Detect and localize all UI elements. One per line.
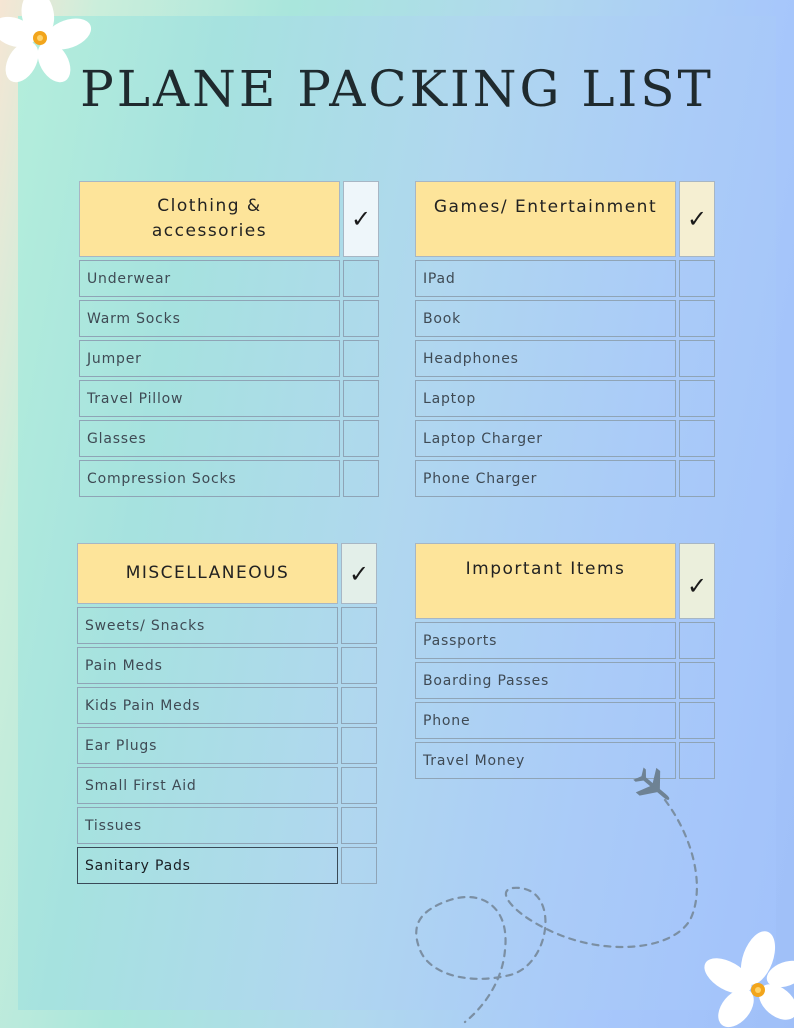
section-clothing [79, 181, 379, 497]
item-label: Travel Money [415, 742, 676, 779]
checkbox[interactable] [679, 622, 715, 659]
list-item [77, 647, 377, 684]
checkbox[interactable] [679, 460, 715, 497]
section-header-label: Clothing & accessories [151, 196, 268, 241]
section-header-row [79, 181, 379, 257]
item-label: Glasses [79, 420, 340, 457]
item-label: Tissues [77, 807, 338, 844]
checkbox[interactable] [343, 380, 379, 417]
item-label: Headphones [415, 340, 676, 377]
list-item [77, 767, 377, 804]
item-label: Sweets/ Snacks [77, 607, 338, 644]
checkbox[interactable] [343, 300, 379, 337]
item-label: Book [415, 300, 676, 337]
section-important-items [415, 543, 715, 779]
item-label: Phone [415, 702, 676, 739]
checkbox[interactable] [343, 420, 379, 457]
item-label: Sanitary Pads [77, 847, 338, 884]
list-item [415, 622, 715, 659]
checkbox[interactable] [679, 380, 715, 417]
list-item [415, 662, 715, 699]
item-label: Warm Socks [79, 300, 340, 337]
checkmark-icon: ✓ [343, 181, 379, 257]
checkmark-icon: ✓ [679, 181, 715, 257]
list-item [415, 340, 715, 377]
list-item [77, 847, 377, 884]
item-label: Pain Meds [77, 647, 338, 684]
section-games [415, 181, 715, 497]
list-item [77, 727, 377, 764]
item-label: Small First Aid [77, 767, 338, 804]
item-label: Travel Pillow [79, 380, 340, 417]
section-header-row [415, 181, 715, 257]
section-header-games [415, 181, 676, 257]
item-label: Ear Plugs [77, 727, 338, 764]
checkbox[interactable] [679, 420, 715, 457]
checkbox[interactable] [679, 662, 715, 699]
checkmark-icon: ✓ [341, 543, 377, 604]
list-item [79, 460, 379, 497]
section-header-miscellaneous [77, 543, 338, 604]
checkbox[interactable] [341, 647, 377, 684]
section-header-important [415, 543, 676, 619]
list-item [415, 460, 715, 497]
list-item [79, 420, 379, 457]
section-header-label: Games/ Entertainment [433, 197, 658, 217]
item-label: Laptop [415, 380, 676, 417]
section-header-row [77, 543, 377, 604]
checkbox[interactable] [679, 300, 715, 337]
item-label: Laptop Charger [415, 420, 676, 457]
checkbox[interactable] [341, 607, 377, 644]
item-label: Kids Pain Meds [77, 687, 338, 724]
checkbox[interactable] [341, 807, 377, 844]
list-item [79, 340, 379, 377]
list-item [77, 607, 377, 644]
page-title: PLANE PACKING LIST [80, 60, 714, 118]
item-label: Compression Socks [79, 460, 340, 497]
item-label: Boarding Passes [415, 662, 676, 699]
list-item [415, 380, 715, 417]
list-item [415, 260, 715, 297]
list-item [415, 420, 715, 457]
list-item [415, 300, 715, 337]
section-miscellaneous [77, 543, 377, 884]
flower-icon [700, 918, 794, 1028]
item-label: Underwear [79, 260, 340, 297]
list-item [77, 807, 377, 844]
checkbox[interactable] [341, 767, 377, 804]
list-item [79, 380, 379, 417]
section-header-clothing [79, 181, 340, 257]
checkbox[interactable] [679, 702, 715, 739]
checkbox[interactable] [679, 340, 715, 377]
checkbox[interactable] [343, 260, 379, 297]
list-item [415, 702, 715, 739]
section-header-row [415, 543, 715, 619]
list-item [79, 260, 379, 297]
list-item [77, 687, 377, 724]
checkbox[interactable] [343, 460, 379, 497]
checkbox[interactable] [679, 260, 715, 297]
checkbox[interactable] [341, 727, 377, 764]
checkbox[interactable] [341, 847, 377, 884]
item-label: Phone Charger [415, 460, 676, 497]
airplane-icon [410, 760, 710, 1025]
checkbox[interactable] [343, 340, 379, 377]
item-label: Passports [415, 622, 676, 659]
checkbox[interactable] [341, 687, 377, 724]
list-item [79, 300, 379, 337]
item-label: Jumper [79, 340, 340, 377]
checkmark-icon: ✓ [679, 543, 715, 619]
section-header-label: MISCELLANEOUS [125, 563, 290, 583]
item-label: IPad [415, 260, 676, 297]
section-header-label: Important Items [465, 559, 626, 579]
